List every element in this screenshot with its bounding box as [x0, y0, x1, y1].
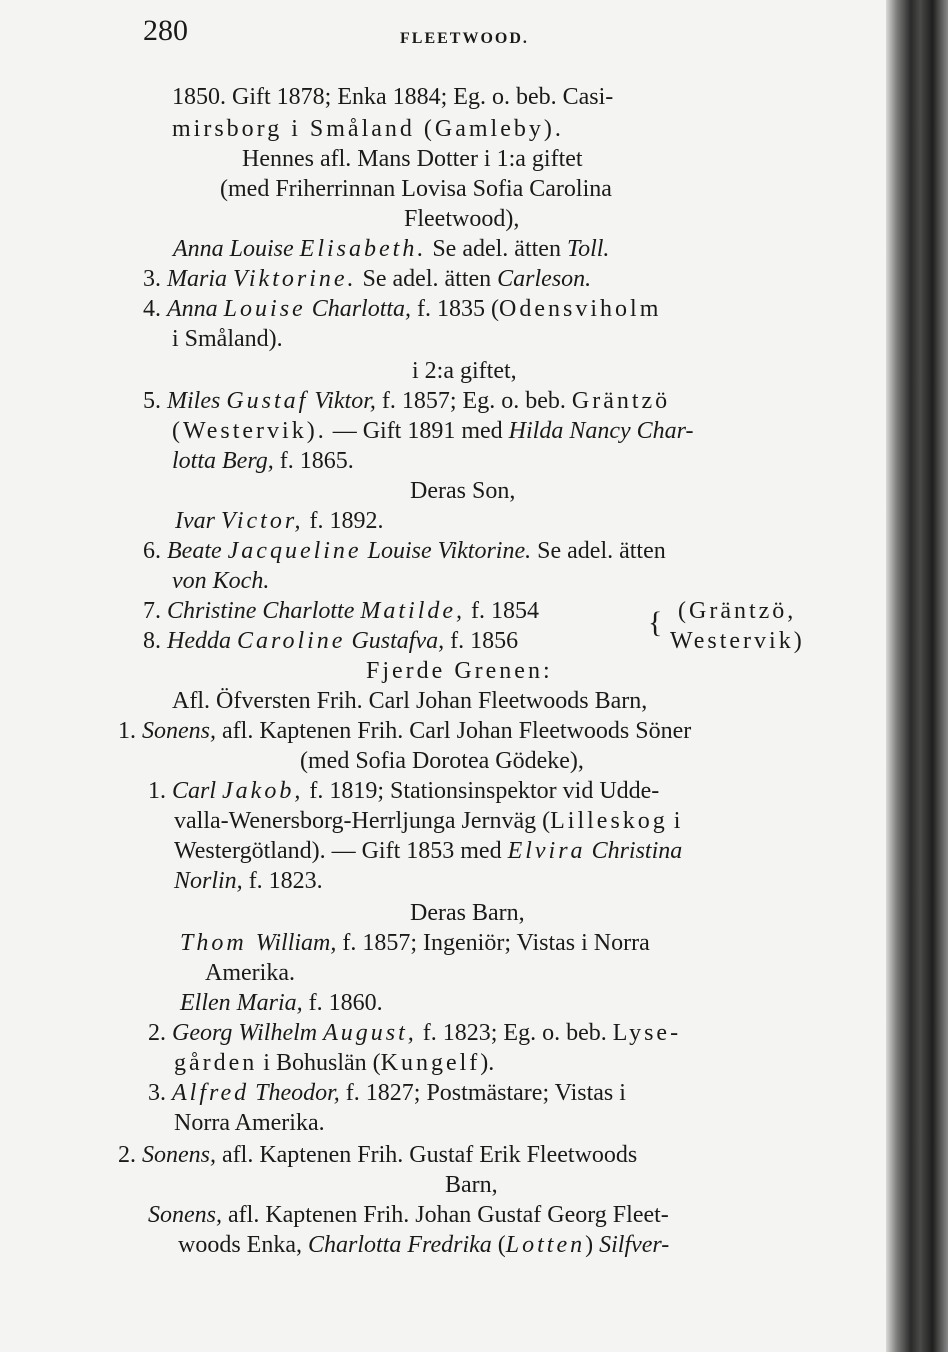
text-segment: f. 1865. — [273, 448, 354, 474]
text-segment: Anna — [167, 296, 224, 322]
text-segment: Carleson. — [497, 266, 592, 292]
text-line — [178, 1230, 669, 1260]
text-segment: Anna Louise — [173, 236, 300, 262]
text-segment: Fleetwood), — [404, 206, 520, 232]
text-line — [174, 806, 680, 836]
text-line — [366, 656, 553, 686]
text-segment: Odensviholm — [499, 296, 662, 322]
text-segment: f. 1856 — [444, 628, 519, 654]
text-segment: (med Friherrinnan Lovisa Sofia Carolina — [220, 176, 612, 202]
text-segment: f. 1892. — [303, 508, 384, 534]
text-segment: August, — [323, 1020, 417, 1046]
text-segment: 5. — [143, 388, 167, 414]
text-line — [118, 1140, 637, 1170]
text-segment: i Bohuslän ( — [257, 1050, 381, 1076]
text-segment: afl. Kaptenen Frih. Gustaf Erik Fleetwoods — [216, 1142, 638, 1168]
text-segment: — Gift 1891 med — [326, 418, 509, 444]
text-segment: valla-Wenersborg-Herrljunga Jernväg ( — [174, 808, 551, 834]
text-line — [678, 596, 796, 626]
text-segment: Sonens, — [148, 1202, 222, 1228]
text-segment: Miles — [167, 388, 227, 414]
text-line — [242, 144, 583, 174]
text-segment: Deras Barn, — [410, 900, 525, 926]
text-segment: Gustafva, — [345, 628, 445, 654]
page-binding-edge — [886, 0, 948, 1352]
text-segment: Maria — [167, 266, 233, 292]
text-line — [148, 1200, 669, 1230]
text-line — [143, 626, 518, 656]
text-segment: i Småland). — [172, 326, 283, 352]
text-segment: Se adel. ätten — [356, 266, 498, 292]
text-line — [174, 1108, 325, 1138]
text-line — [148, 1078, 626, 1108]
text-segment: i 2:a giftet, — [412, 358, 517, 384]
text-segment: Caroline — [236, 628, 346, 654]
text-segment: 2. — [118, 1142, 142, 1168]
text-segment: f. 1854 — [465, 598, 540, 624]
text-segment: von Koch. — [172, 568, 270, 594]
text-segment: Charlotta, — [305, 296, 412, 322]
text-line — [172, 324, 283, 354]
text-line — [404, 204, 519, 234]
text-segment: 1. — [148, 778, 172, 804]
text-segment: ) — [585, 1232, 600, 1258]
text-line — [143, 386, 670, 416]
text-segment: f. 1827; Postmästare; Vistas i — [339, 1080, 626, 1106]
text-segment: f. 1835 ( — [411, 296, 500, 322]
text-segment: (med Sofia Dorotea Gödeke), — [300, 748, 584, 774]
text-line — [173, 234, 609, 264]
text-segment: Fjerde Grenen: — [366, 658, 553, 684]
text-segment: ( — [491, 1232, 506, 1258]
text-segment: f. 1860. — [302, 990, 383, 1016]
text-segment: Lyse- — [612, 1020, 682, 1046]
text-segment: Elisabeth. — [299, 236, 427, 262]
text-segment: Sonens, — [142, 1142, 216, 1168]
text-segment: afl. Kaptenen Frih. Carl Johan Fleetwoods Söner — [216, 718, 692, 744]
text-segment: woods Enka, — [178, 1232, 308, 1258]
text-line — [410, 476, 515, 506]
text-segment: Victor, — [220, 508, 304, 534]
text-segment: f. 1857; Ingeniör; Vistas i Norra — [336, 930, 650, 956]
text-segment: 3. — [143, 266, 167, 292]
text-segment: lotta Berg, — [172, 448, 274, 474]
text-segment: Norlin, — [174, 868, 243, 894]
text-line — [670, 626, 805, 656]
text-segment: Viktor, — [308, 388, 376, 414]
text-segment: 6. — [143, 538, 167, 564]
text-segment: Toll. — [566, 236, 610, 262]
page-number: 280 — [143, 14, 188, 47]
text-segment: Ivar — [175, 508, 221, 534]
text-segment: Hennes afl. Mans Dotter i 1:a giftet — [242, 146, 583, 172]
text-line — [174, 1048, 494, 1078]
text-segment: Westervik) — [670, 628, 805, 654]
text-segment: Se adel. ätten — [426, 236, 567, 262]
text-segment: Hedda — [167, 628, 237, 654]
text-line — [172, 114, 564, 144]
text-line — [175, 506, 384, 536]
text-line — [143, 264, 591, 294]
text-segment: Theodor, — [249, 1080, 340, 1106]
text-segment: f. 1823; Eg. o. beb. — [416, 1020, 613, 1046]
text-segment: Jacqueline — [227, 538, 362, 564]
text-line — [143, 294, 661, 324]
text-segment: Matilde, — [360, 598, 466, 624]
text-segment: Deras Son, — [410, 478, 516, 504]
text-segment: 1. — [118, 718, 142, 744]
text-segment: Silfver- — [599, 1232, 670, 1258]
text-segment: afl. Kaptenen Frih. Johan Gustaf Georg Fleet- — [222, 1202, 669, 1228]
text-segment: William, — [255, 930, 337, 956]
text-segment: gården — [174, 1050, 258, 1076]
text-segment: (Gräntzö, — [678, 598, 797, 624]
text-segment: Norra Amerika. — [174, 1110, 325, 1136]
text-line — [174, 836, 682, 866]
brace-glyph: { — [648, 606, 663, 639]
text-line — [172, 82, 613, 112]
text-segment: Louise Viktorine. — [361, 538, 532, 564]
text-segment: Kungelf — [380, 1050, 481, 1076]
text-segment: Lotten — [505, 1232, 586, 1258]
text-segment: mirsborg i Småland (Gamleby). — [172, 116, 564, 142]
text-segment: Charlotta Fredrika — [307, 1232, 492, 1258]
text-line — [172, 446, 354, 476]
text-segment: Georg Wilhelm — [172, 1020, 324, 1046]
text-segment: Gräntzö — [571, 388, 671, 414]
text-segment: 8. — [143, 628, 167, 654]
text-segment: 3. — [148, 1080, 172, 1106]
text-segment: Se adel. ätten — [531, 538, 666, 564]
text-segment: ). — [480, 1050, 495, 1076]
text-line — [220, 174, 612, 204]
text-line — [143, 596, 539, 626]
text-line — [174, 866, 323, 896]
text-line — [445, 1170, 498, 1200]
text-line — [180, 928, 650, 958]
text-segment: Beate — [167, 538, 228, 564]
text-segment: Sonens, — [142, 718, 216, 744]
text-segment: Viktorine. — [233, 266, 357, 292]
text-segment: i — [667, 808, 681, 834]
text-segment: f. 1857; Eg. o. beb. — [375, 388, 572, 414]
running-title: FLEETWOOD. — [400, 30, 529, 47]
text-segment: Westergötland). — Gift 1853 med — [174, 838, 508, 864]
text-line — [148, 776, 659, 806]
text-segment: Amerika. — [205, 960, 295, 986]
text-segment: Carl — [172, 778, 223, 804]
text-line — [180, 988, 383, 1018]
text-line — [118, 716, 691, 746]
text-segment: Christine Charlotte — [167, 598, 361, 624]
text-segment: Jakob, — [222, 778, 304, 804]
text-line — [412, 356, 517, 386]
text-line — [143, 536, 666, 566]
text-segment: 1850. Gift 1878; Enka 1884; Eg. o. beb. Casi- — [172, 84, 614, 110]
text-segment: Gustaf — [226, 388, 309, 414]
text-segment: 4. — [143, 296, 167, 322]
text-segment: f. 1823. — [242, 868, 323, 894]
text-segment: 7. — [143, 598, 167, 624]
text-segment: Elvira — [507, 838, 586, 864]
text-segment: f. 1819; Stationsinspektor vid Udde- — [303, 778, 660, 804]
text-segment: 2. — [148, 1020, 172, 1046]
text-segment: (Westervik). — [172, 418, 327, 444]
text-segment: Lilleskog — [550, 808, 668, 834]
text-line — [410, 898, 525, 928]
text-line — [148, 1018, 681, 1048]
text-segment: Alfred — [172, 1080, 250, 1106]
text-segment: Afl. Öfversten Frih. Carl Johan Fleetwoods Barn, — [172, 688, 648, 714]
text-line — [172, 566, 269, 596]
text-segment: Christina — [585, 838, 683, 864]
text-segment: Hilda Nancy Char- — [508, 418, 694, 444]
text-segment: Barn, — [445, 1172, 498, 1198]
text-segment: Thom — [180, 930, 256, 956]
text-segment: Ellen Maria, — [180, 990, 303, 1016]
text-line — [205, 958, 295, 988]
text-segment: Louise — [223, 296, 306, 322]
text-line — [300, 746, 584, 776]
text-line — [172, 686, 647, 716]
text-line — [172, 416, 694, 446]
